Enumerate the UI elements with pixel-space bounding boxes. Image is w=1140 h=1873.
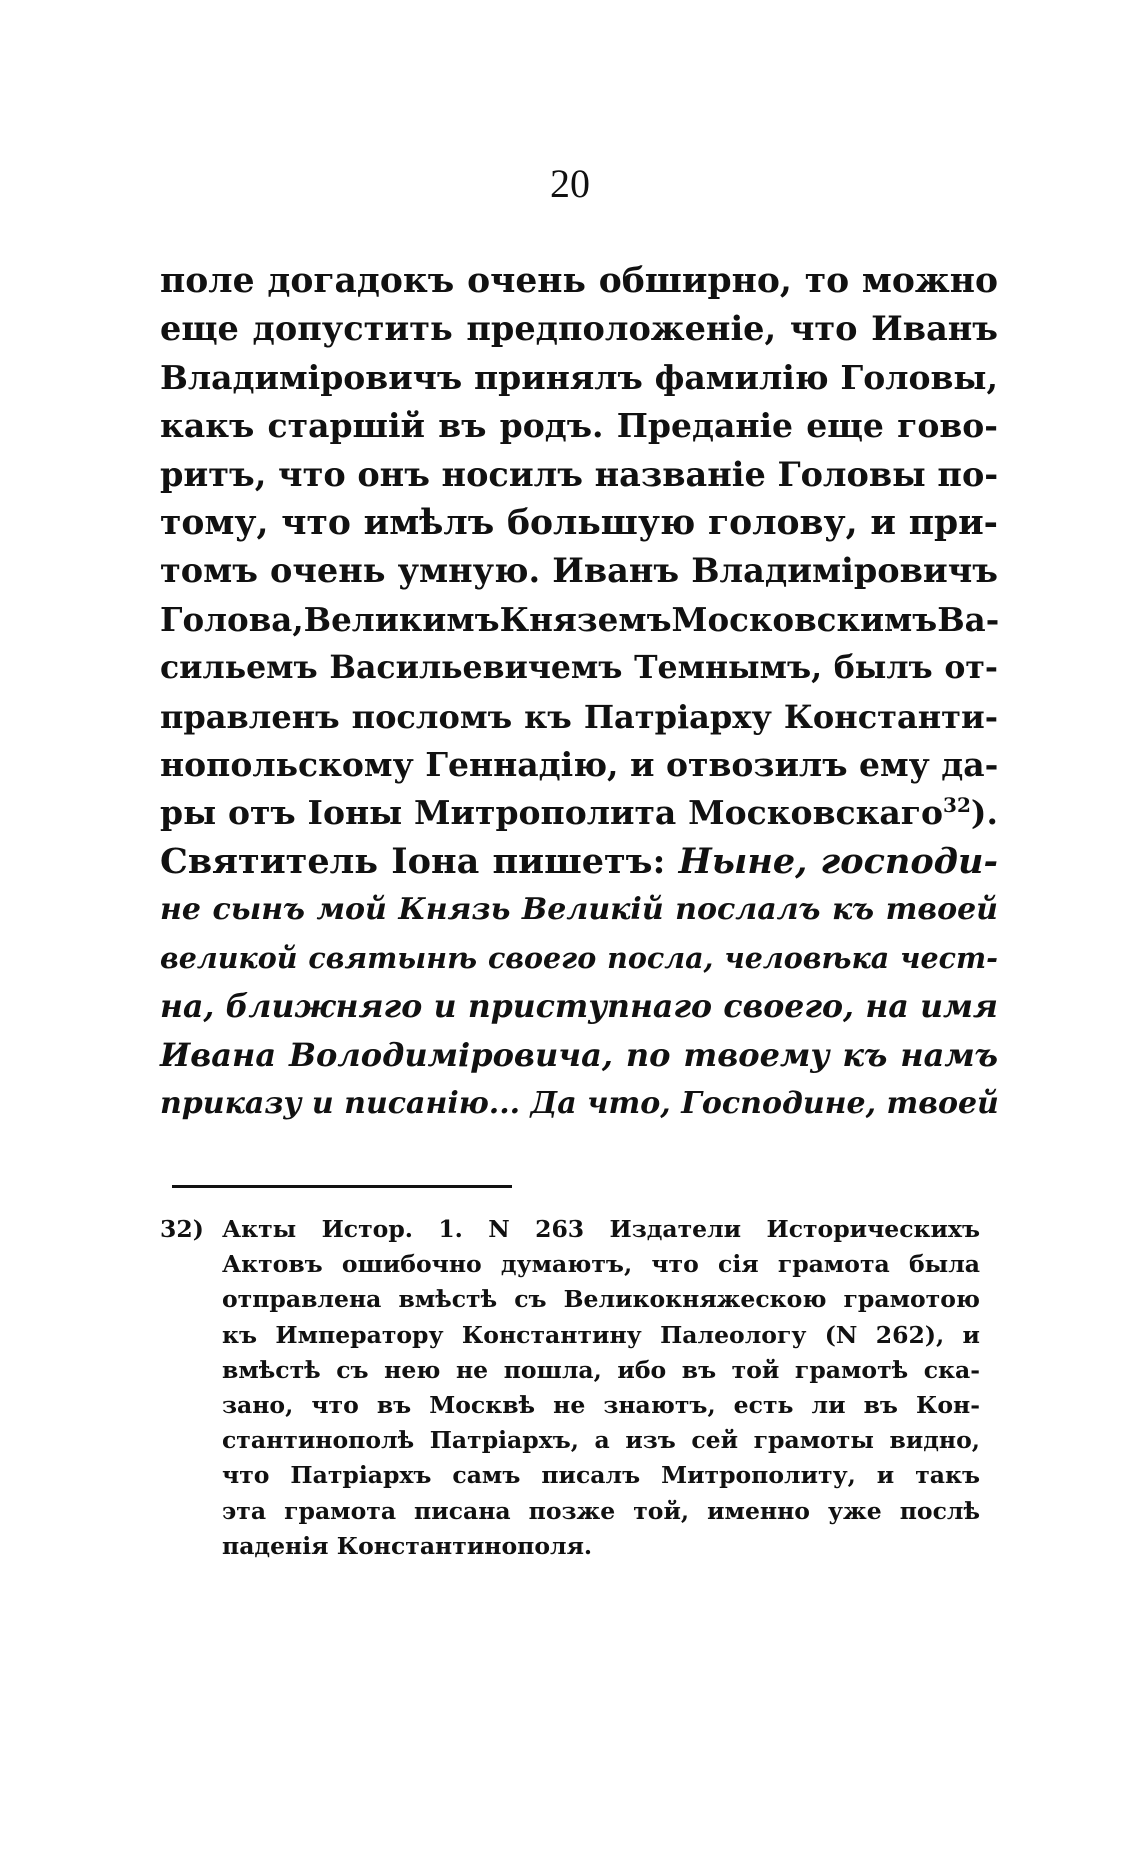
- footnote-line: [160, 1212, 980, 1247]
- quotation-line: великой святынѣ своего посла, человѣка чест-: [160, 941, 998, 976]
- quotation-line: не сынъ мой Князь Великiй послалъ къ твоей: [160, 892, 998, 928]
- body-line: [160, 789, 998, 837]
- body-line: еще допустить предположенiе, что Иванъ: [160, 309, 998, 349]
- footnote-line: что Патрiархъ самъ писалъ Митрополиту, и такъ: [222, 1461, 980, 1490]
- footnote-line-text: Акты Истор. 1. N 263 Издатели Историческихъ: [222, 1215, 980, 1243]
- body-line: ритъ, что онъ носилъ названiе Головы по-: [160, 454, 999, 494]
- footnote-line: зано, что въ Москвѣ не знаютъ, есть ли въ Кон-: [222, 1390, 980, 1419]
- quotation-line: Ивана Володимiровича, по твоему къ намъ: [160, 1036, 998, 1075]
- body-line: тому, что имѣлъ большую голову, и при-: [160, 502, 998, 543]
- body-line: поле догадокъ очень обширно, то можно: [160, 261, 998, 301]
- body-line: Владимiровичъ принялъ фамилiю Головы,: [160, 357, 998, 397]
- body-line-text: ).: [970, 793, 998, 833]
- body-line-text: ры отъ Iоны Митрополита Московскаго: [160, 793, 944, 833]
- footnote-line: стантинополѣ Патрiархъ, а изъ сей грамоты видно,: [222, 1426, 980, 1455]
- body-line-text: Святитель Iона пишетъ:: [160, 840, 679, 882]
- footnote-line: къ Императору Константину Палеологу (N 262), и: [222, 1320, 980, 1349]
- footnote-line: паденiя Константинополя.: [222, 1531, 593, 1560]
- quotation-text: Ныне, господи-: [678, 840, 998, 882]
- body-line: сильемъ Васильевичемъ Темнымъ, былъ от-: [160, 649, 998, 687]
- footnote-mark: 32): [160, 1215, 204, 1243]
- body-line: нопольскому Геннадiю, и отвозилъ ему да-: [160, 744, 999, 784]
- body-line: какъ старшiй въ родъ. Преданiе еще гово-: [160, 406, 998, 446]
- quotation-line: приказу и писанiю... Да что, Господине, твоей: [160, 1085, 999, 1121]
- quotation-line: на, ближняго и приступнаго своего, на имя: [160, 987, 998, 1025]
- footnote-divider: [172, 1185, 512, 1188]
- body-line: томъ очень умную. Иванъ Владимiровичъ: [160, 551, 998, 591]
- body-line: Голова,ВеликимъКняземъМосковскимъВа-: [160, 599, 1000, 639]
- footnote-line: отправлена вмѣстѣ съ Великокняжескою грамотою: [222, 1285, 980, 1314]
- body-line: правленъ посломъ къ Патрiарху Константи-: [160, 697, 998, 736]
- footnote: [160, 1212, 980, 1564]
- footnote-reference: 32: [943, 793, 971, 818]
- footnote-line: эта грамота писана позже той, именно уже послѣ: [222, 1496, 980, 1525]
- footnote-line: вмѣстѣ съ нею не пошла, ибо въ той грамотѣ ска-: [222, 1355, 980, 1384]
- body-text: [160, 257, 998, 1128]
- body-line: [160, 838, 998, 886]
- page-number: 20: [550, 161, 590, 206]
- footnote-line: Актовъ ошибочно думаютъ, что сiя грамота была: [222, 1250, 980, 1279]
